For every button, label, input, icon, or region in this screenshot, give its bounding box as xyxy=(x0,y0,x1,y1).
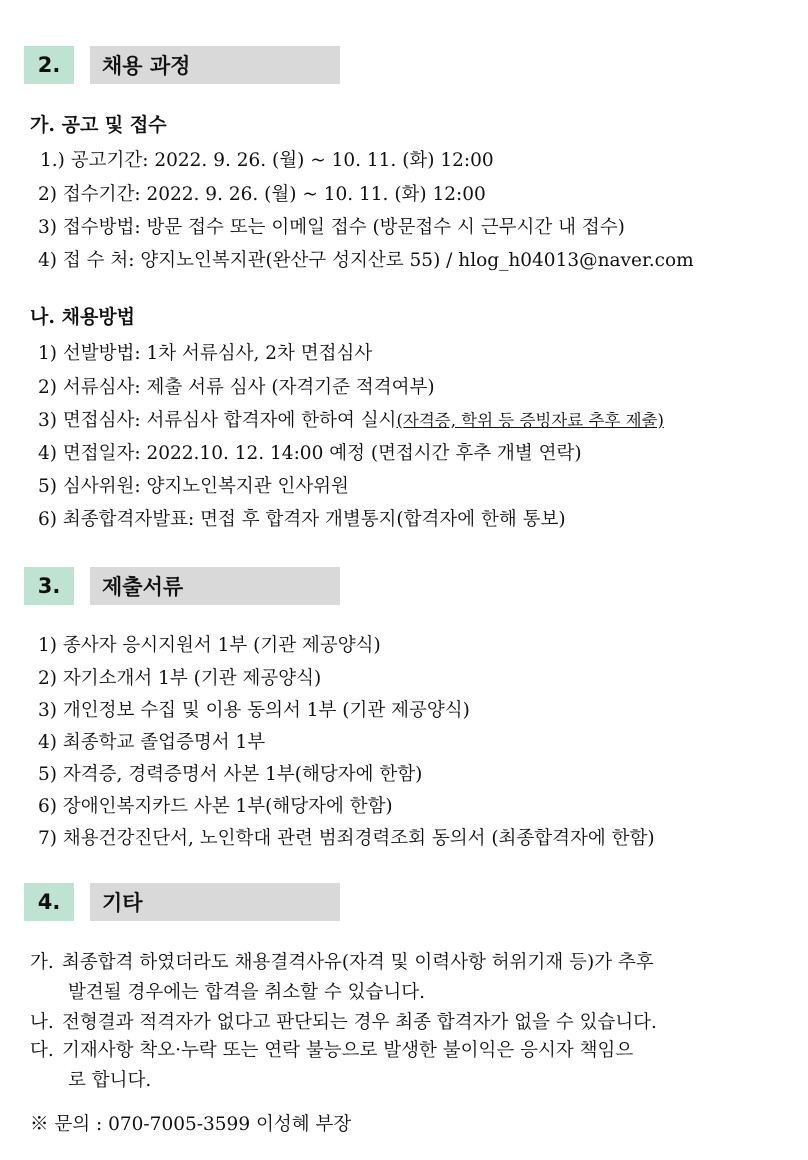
note-text: 최종합격 하였더라도 채용결격사유(자격 및 이력사항 허위기재 등)가 추후 xyxy=(62,952,654,973)
contact-info: ※ 문의 : 070-7005-3599 이성혜 부장 xyxy=(30,1114,352,1135)
list-item: 4) 접 수 처: 양지노인복지관(완산구 성지산로 55) / hlog_h04013@naver.com xyxy=(38,250,694,271)
note-text-continued: 로 합니다. xyxy=(68,1070,152,1091)
note-text: 기재사항 착오·누락 또는 연락 불능으로 발생한 불이익은 응시자 책임으 xyxy=(62,1040,634,1061)
list-item: 2) 서류심사: 제출 서류 심사 (자격기준 적격여부) xyxy=(38,377,435,398)
list-item-text: 3) 면접심사: 서류심사 합격자에 한하여 실시 xyxy=(38,410,397,431)
note-item xyxy=(30,1036,780,1096)
note-label: 나. xyxy=(30,1012,54,1033)
note-item xyxy=(30,1008,780,1038)
list-item: 5) 심사위원: 양지노인복지관 인사위원 xyxy=(38,476,349,497)
note-item xyxy=(30,948,780,1008)
note-text: 전형결과 적격자가 없다고 판단되는 경우 최종 합격자가 없을 수 있습니다. xyxy=(62,1012,657,1033)
section-number: 3. xyxy=(24,567,74,605)
list-item: 3) 개인정보 수집 및 이용 동의서 1부 (기관 제공양식) xyxy=(38,700,470,721)
note-label: 가. xyxy=(30,952,54,973)
list-item: 4) 면접일자: 2022.10. 12. 14:00 예정 (면접시간 후추 개별 연락) xyxy=(38,443,582,464)
section-title: 기타 xyxy=(90,883,340,921)
note-label: 다. xyxy=(30,1040,54,1061)
list-item: 3) 접수방법: 방문 접수 또는 이메일 접수 (방문접수 시 근무시간 내 접수) xyxy=(38,217,625,238)
section-title: 채용 과정 xyxy=(90,46,340,84)
section-2-header xyxy=(24,46,340,84)
list-item: 6) 최종합격자발표: 면접 후 합격자 개별통지(합격자에 한해 통보) xyxy=(38,509,566,530)
list-item: 4) 최종학교 졸업증명서 1부 xyxy=(38,732,266,753)
section-4-header xyxy=(24,883,340,921)
list-item: 5) 자격증, 경력증명서 사본 1부(해당자에 한함) xyxy=(38,764,423,785)
section-3-header xyxy=(24,567,340,605)
underlined-note: (자격증, 학위 등 증빙자료 추후 제출) xyxy=(396,411,664,430)
section-number: 4. xyxy=(24,883,74,921)
section-number: 2. xyxy=(24,46,74,84)
note-text-continued: 발견될 경우에는 합격을 취소할 수 있습니다. xyxy=(68,982,425,1003)
list-item: 2) 접수기간: 2022. 9. 26. (월) ~ 10. 11. (화) 12:00 xyxy=(38,184,486,205)
subsection-heading: 나. 채용방법 xyxy=(30,306,135,328)
list-item: 7) 채용건강진단서, 노인학대 관련 범죄경력조회 동의서 (최종합격자에 한함) xyxy=(38,828,655,849)
list-item: 1) 선발방법: 1차 서류심사, 2차 면접심사 xyxy=(38,343,373,364)
list-item xyxy=(38,406,664,432)
list-item: 1) 종사자 응시지원서 1부 (기관 제공양식) xyxy=(38,635,381,656)
list-item: 6) 장애인복지카드 사본 1부(해당자에 한함) xyxy=(38,796,393,817)
section-title: 제출서류 xyxy=(90,567,340,605)
list-item: 1.) 공고기간: 2022. 9. 26. (월) ~ 10. 11. (화) 12:00 xyxy=(40,150,494,171)
list-item: 2) 자기소개서 1부 (기관 제공양식) xyxy=(38,668,322,689)
subsection-heading: 가. 공고 및 접수 xyxy=(30,114,167,136)
